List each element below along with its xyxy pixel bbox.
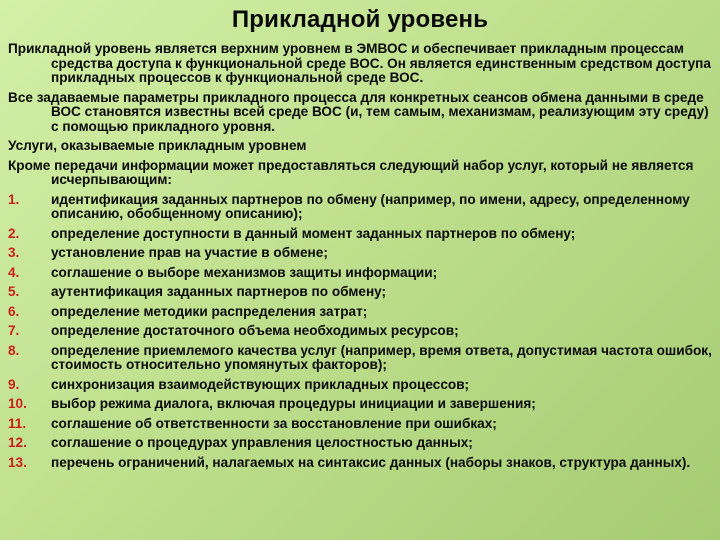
list-item-text: определение доступности в данный момент заданных партнеров по обмену; [51, 225, 576, 241]
list-item-text: соглашение о процедурах управления целостностью данных; [51, 435, 473, 450]
list-item-text: выбор режима диалога, включая процедуры инициации и завершения; [51, 396, 536, 411]
list-item [8, 266, 712, 281]
list-item-text: синхронизация взаимодействующих прикладных процессов; [51, 376, 470, 392]
list-item-number: 1. [8, 191, 20, 207]
list-item-number: 3. [8, 245, 20, 260]
list-item-number: 9. [8, 376, 20, 392]
list-item-text: определение приемлемого качества услуг (например, время ответа, допустимая частота ошибок, стоимость относительно упомянутых факторов); [51, 342, 712, 372]
list-item [8, 417, 712, 432]
list-item-number: 11. [8, 415, 27, 431]
list-item-text: идентификация заданных партнеров по обмену (например, по имени, адресу, определенному описанию, обобщенному описанию); [51, 191, 690, 221]
list-item-number: 10. [8, 396, 27, 411]
list-item-number: 4. [8, 264, 20, 280]
list-item [8, 436, 712, 451]
list-item-text: определение методики распределения затрат; [51, 303, 368, 319]
list-item [8, 324, 712, 339]
paragraph-parameters: Все задаваемые параметры прикладного процесса для конкретных сеансов обмена данными в среде ВОС становятся известны всей среде ВОС (и, тем самым, механизмам, реализующим эту среду) с помощью прикладного уровня. [8, 89, 709, 134]
services-list [8, 193, 712, 471]
list-item-text: аутентификация заданных партнеров по обмену; [51, 284, 387, 299]
list-item [8, 285, 712, 300]
list-item-text: соглашение об ответственности за восстановление при ошибках; [51, 415, 497, 431]
list-item [8, 305, 712, 320]
paragraph-intro: Прикладной уровень является верхним уровнем в ЭМВОС и обеспечивает прикладным процессам средства доступа к функциональной среде ВОС. Он является единственным средством доступа прикладных процессов к функциональной среде ВОС. [8, 41, 711, 85]
list-item-number: 13. [8, 454, 27, 470]
list-item-text: соглашение о выборе механизмов защиты информации; [51, 264, 438, 280]
list-item [8, 246, 712, 261]
list-item-text: перечень ограничений, налагаемых на синтаксис данных (наборы знаков, структура данных). [51, 454, 691, 470]
list-item-number: 2. [8, 225, 20, 241]
list-item-number: 12. [8, 435, 27, 450]
list-item [8, 456, 712, 471]
slide-title: Прикладной уровень [231, 6, 489, 33]
list-item [8, 227, 712, 242]
list-item-text: определение достаточного объема необходимых ресурсов; [51, 323, 459, 338]
slide-content [8, 42, 712, 475]
paragraph-services-intro: Кроме передачи информации может предоставляться следующий набор услуг, который не является исчерпывающим: [8, 157, 694, 187]
paragraph-services-heading: Услуги, оказываемые прикладным уровнем [8, 138, 307, 153]
list-item-number: 7. [8, 323, 20, 338]
list-item [8, 397, 712, 412]
list-item-number: 6. [8, 303, 20, 319]
list-item-number: 8. [8, 342, 20, 358]
list-item-number: 5. [8, 284, 20, 299]
list-item-text: установление прав на участие в обмене; [51, 245, 328, 260]
list-item [8, 193, 712, 222]
list-item [8, 378, 712, 393]
list-item [8, 344, 712, 373]
